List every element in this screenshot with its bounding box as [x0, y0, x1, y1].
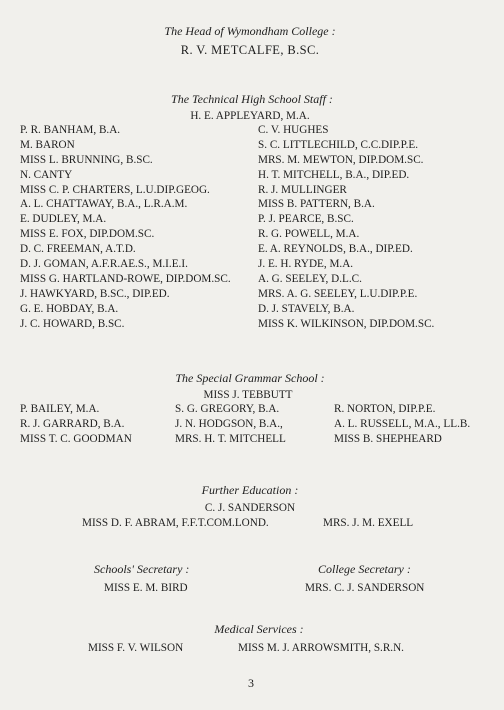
staff-entry: MRS. H. T. MITCHELL [175, 432, 286, 445]
staff-entry: E. DUDLEY, M.A. [20, 213, 107, 226]
grammar-column-1 [20, 402, 132, 447]
technical-staff-right-column [258, 123, 434, 331]
staff-entry: MISS E. FOX, DIP.DOM.SC. [20, 228, 155, 241]
page-number: 3 [248, 676, 254, 690]
staff-entry: M. BARON [20, 138, 75, 151]
head-heading: The Head of Wymondham College : [164, 24, 336, 38]
technical-heading: The Technical High School Staff : [171, 92, 333, 106]
further-staff-right: MRS. J. M. EXELL [323, 517, 414, 529]
staff-entry: P. R. BANHAM, B.A. [20, 124, 121, 136]
staff-entry: A. G. SEELEY, D.L.C. [258, 272, 362, 285]
staff-entry: MISS K. WILKINSON, DIP.DOM.SC. [258, 317, 435, 330]
schools-secretary-heading: Schools' Secretary : [94, 562, 190, 576]
staff-entry: J. HAWKYARD, B.SC., DIP.ED. [20, 287, 170, 300]
staff-entry: MISS L. BRUNNING, B.SC. [20, 153, 153, 166]
schools-secretary-name: MISS E. M. BIRD [104, 582, 188, 594]
staff-entry: J. E. H. RYDE, M.A. [258, 258, 354, 271]
staff-entry: D. J. STAVELY, B.A. [258, 302, 355, 315]
college-secretary-heading: College Secretary : [318, 562, 411, 576]
staff-entry: R. J. MULLINGER [258, 183, 347, 196]
staff-entry: H. T. MITCHELL, B.A., DIP.ED. [258, 168, 410, 181]
staff-entry: S. C. LITTLECHILD, C.C.DIP.P.E. [258, 138, 419, 151]
staff-entry: C. V. HUGHES [258, 124, 329, 136]
staff-entry: N. CANTY [20, 168, 73, 181]
grammar-column-2 [175, 402, 286, 447]
technical-head-name: H. E. APPLEYARD, M.A. [190, 110, 310, 122]
staff-entry: MISS B. SHEPHEARD [334, 432, 442, 445]
college-secretary-name: MRS. C. J. SANDERSON [305, 582, 425, 594]
staff-entry: D. J. GOMAN, A.F.R.AE.S., M.I.E.I. [20, 258, 188, 271]
staff-entry: MRS. M. MEWTON, DIP.DOM.SC. [258, 153, 424, 166]
medical-staff-right: MISS M. J. ARROWSMITH, S.R.N. [238, 642, 404, 654]
staff-entry: J. N. HODGSON, B.A., [175, 417, 283, 430]
staff-entry: MISS G. HARTLAND-ROWE, DIP.DOM.SC. [20, 272, 231, 285]
staff-entry: R. J. GARRARD, B.A. [20, 417, 125, 430]
staff-entry: G. E. HOBDAY, B.A. [20, 302, 119, 315]
medical-heading: Medical Services : [214, 622, 304, 636]
staff-entry: MISS C. P. CHARTERS, L.U.DIP.GEOG. [20, 183, 210, 196]
staff-entry: P. BAILEY, M.A. [20, 403, 100, 415]
staff-entry: MRS. A. G. SEELEY, L.U.DIP.P.E. [258, 287, 418, 300]
medical-staff-left: MISS F. V. WILSON [88, 642, 184, 654]
staff-entry: E. A. REYNOLDS, B.A., DIP.ED. [258, 243, 413, 256]
staff-entry: A. L. RUSSELL, M.A., LL.B. [334, 417, 471, 430]
technical-staff-left-column [20, 123, 231, 331]
staff-entry: D. C. FREEMAN, A.T.D. [20, 243, 136, 256]
further-staff-left: MISS D. F. ABRAM, F.F.T.COM.LOND. [82, 517, 269, 529]
grammar-head-name: MISS J. TEBBUTT [203, 389, 293, 401]
staff-entry: P. J. PEARCE, B.SC. [258, 213, 354, 226]
staff-entry: J. C. HOWARD, B.SC. [20, 317, 125, 330]
staff-entry: R. NORTON, DIP.P.E. [334, 403, 436, 415]
staff-entry: S. G. GREGORY, B.A. [175, 403, 280, 415]
staff-entry: R. G. POWELL, M.A. [258, 228, 360, 241]
head-name: R. V. METCALFE, B.SC. [180, 43, 320, 57]
grammar-column-3 [334, 402, 470, 447]
staff-entry: A. L. CHATTAWAY, B.A., L.R.A.M. [20, 198, 188, 211]
further-heading: Further Education : [201, 483, 299, 497]
staff-entry: MISS T. C. GOODMAN [20, 432, 132, 445]
further-head-name: C. J. SANDERSON [204, 502, 296, 514]
staff-entry: MISS B. PATTERN, B.A. [258, 198, 375, 211]
grammar-heading: The Special Grammar School : [175, 371, 325, 385]
